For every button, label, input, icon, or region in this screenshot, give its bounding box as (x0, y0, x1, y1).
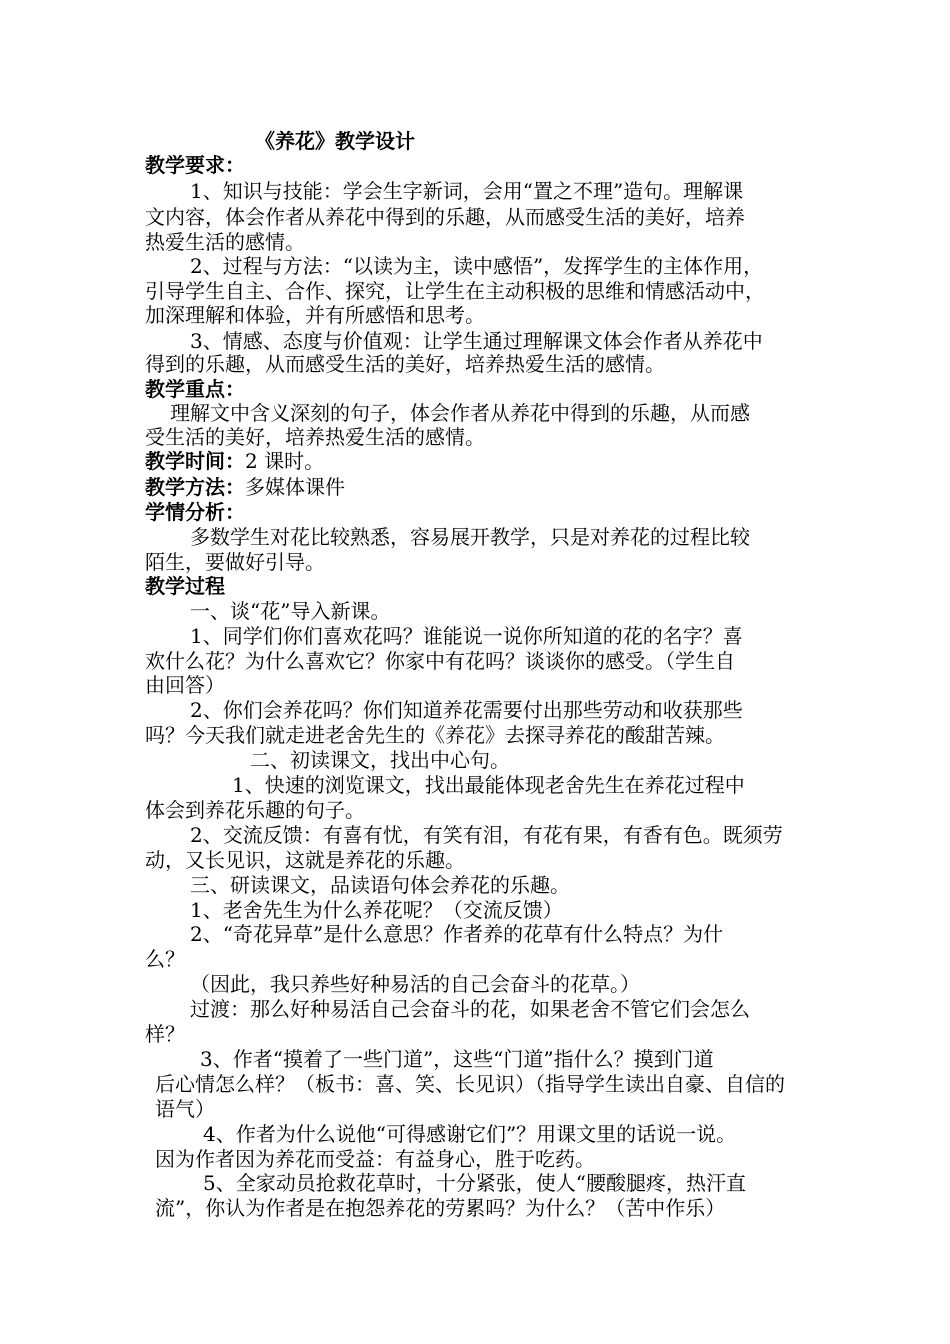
p3-q1: 1、老舍先生为什么养花呢？（交流反馈） (190, 898, 563, 922)
p1-q1-line1: 1、同学们你们喜欢花吗？谁能说一说你所知道的花的名字？喜 (190, 624, 743, 648)
p1-q1-line3: 由回答） (145, 673, 225, 697)
req2-line1: 2、过程与方法：“以读为主，读中感悟”，发挥学生的主体作用， (190, 254, 764, 278)
time-value: 2 课时。 (245, 449, 325, 473)
p3-q2-line1: 2、“奇花异草”是什么意思？作者养的花草有什么特点？为什 (190, 922, 724, 946)
p3-q5-line1: 5、全家动员抢救花草时，十分紧张，使人“腰酸腿疼，热汗直 (203, 1171, 746, 1195)
analysis-line2: 陌生，要做好引导。 (145, 550, 325, 574)
p2-title: 二、初读课文，找出中心句。 (250, 748, 510, 772)
transition-line1: 过渡：那么好种易活自己会奋斗的花，如果老舍不管它们会怎么 (190, 997, 750, 1021)
p3-q3-line3: 语气） (155, 1097, 215, 1121)
req1-line3: 热爱生活的感情。 (145, 230, 305, 254)
focus-heading: 教学重点： (145, 377, 245, 401)
focus-line1: 理解文中含义深刻的句子，体会作者从养花中得到的乐趣，从而感 (170, 401, 750, 425)
focus-line2: 受生活的美好，培养热爱生活的感情。 (145, 425, 485, 449)
p3-q3-line2: 后心情怎么样？（板书：喜、笑、长见识）（指导学生读出自豪、自信的 (155, 1072, 785, 1096)
process-heading: 教学过程 (145, 574, 225, 598)
analysis-line1: 多数学生对花比较熟悉，容易展开教学，只是对养花的过程比较 (190, 525, 750, 549)
p3-q5-line2: 流”，你认为作者是在抱怨养花的劳累吗？为什么？（苦中作乐） (155, 1196, 726, 1220)
p3-q2-line2: 么？ (145, 947, 185, 971)
req1-line1: 1、知识与技能：学会生字新词，会用“置之不理”造句。理解课 (190, 179, 744, 203)
method-label: 教学方法： (145, 475, 245, 499)
document-title: 《养花》教学设计 (255, 129, 415, 153)
analysis-heading: 学情分析： (145, 500, 245, 524)
transition-line2: 样？ (145, 1022, 185, 1046)
p2-q2-line1: 2、交流反馈：有喜有忧，有笑有泪，有花有果，有香有色。既须劳 (190, 823, 783, 847)
p3-q3-line1: 3、作者“摸着了一些门道”，这些“门道”指什么？摸到门道 (200, 1047, 714, 1071)
p3-q2-answer: （因此，我只养些好种易活的自己会奋斗的花草。） (190, 972, 640, 996)
teaching-time (145, 448, 810, 474)
req3-line1: 3、情感、态度与价值观：让学生通过理解课文体会作者从养花中 (190, 329, 763, 353)
p2-q1-line2: 体会到养花乐趣的句子。 (145, 798, 365, 822)
time-label: 教学时间： (145, 449, 245, 473)
p3-title: 三、研读课文，品读语句体会养花的乐趣。 (190, 873, 570, 897)
p2-q2-line2: 动，又长见识，这就是养花的乐趣。 (145, 848, 465, 872)
p3-q4-line2: 因为作者因为养花而受益：有益身心，胜于吃药。 (155, 1147, 595, 1171)
method-value: 多媒体课件 (245, 475, 345, 499)
p1-q2-line2: 吗？今天我们就走进老舍先生的《养花》去探寻养花的酸甜苦辣。 (145, 723, 725, 747)
p2-q1-line1: 1、快速的浏览课文，找出最能体现老舍先生在养花过程中 (232, 773, 745, 797)
req3-line2: 得到的乐趣，从而感受生活的美好，培养热爱生活的感情。 (145, 352, 665, 376)
p1-q2-line1: 2、你们会养花吗？你们知道养花需要付出那些劳动和收获那些 (190, 698, 743, 722)
req2-line3: 加深理解和体验，并有所感悟和思考。 (145, 303, 485, 327)
teaching-method (145, 474, 810, 500)
p3-q4-line1: 4、作者为什么说他“可得感谢它们”？用课文里的话说一说。 (203, 1122, 737, 1146)
req1-line2: 文内容，体会作者从养花中得到的乐趣，从而感受生活的美好，培养 (145, 205, 745, 229)
req2-line2: 引导学生自主、合作、探究，让学生在主动积极的思维和情感活动中， (145, 279, 765, 303)
p1-q1-line2: 欢什么花？为什么喜欢它？你家中有花吗？谈谈你的感受。（学生自 (145, 649, 735, 673)
p1-title: 一、谈“花”导入新课。 (190, 599, 391, 623)
requirements-heading: 教学要求： (145, 153, 245, 177)
